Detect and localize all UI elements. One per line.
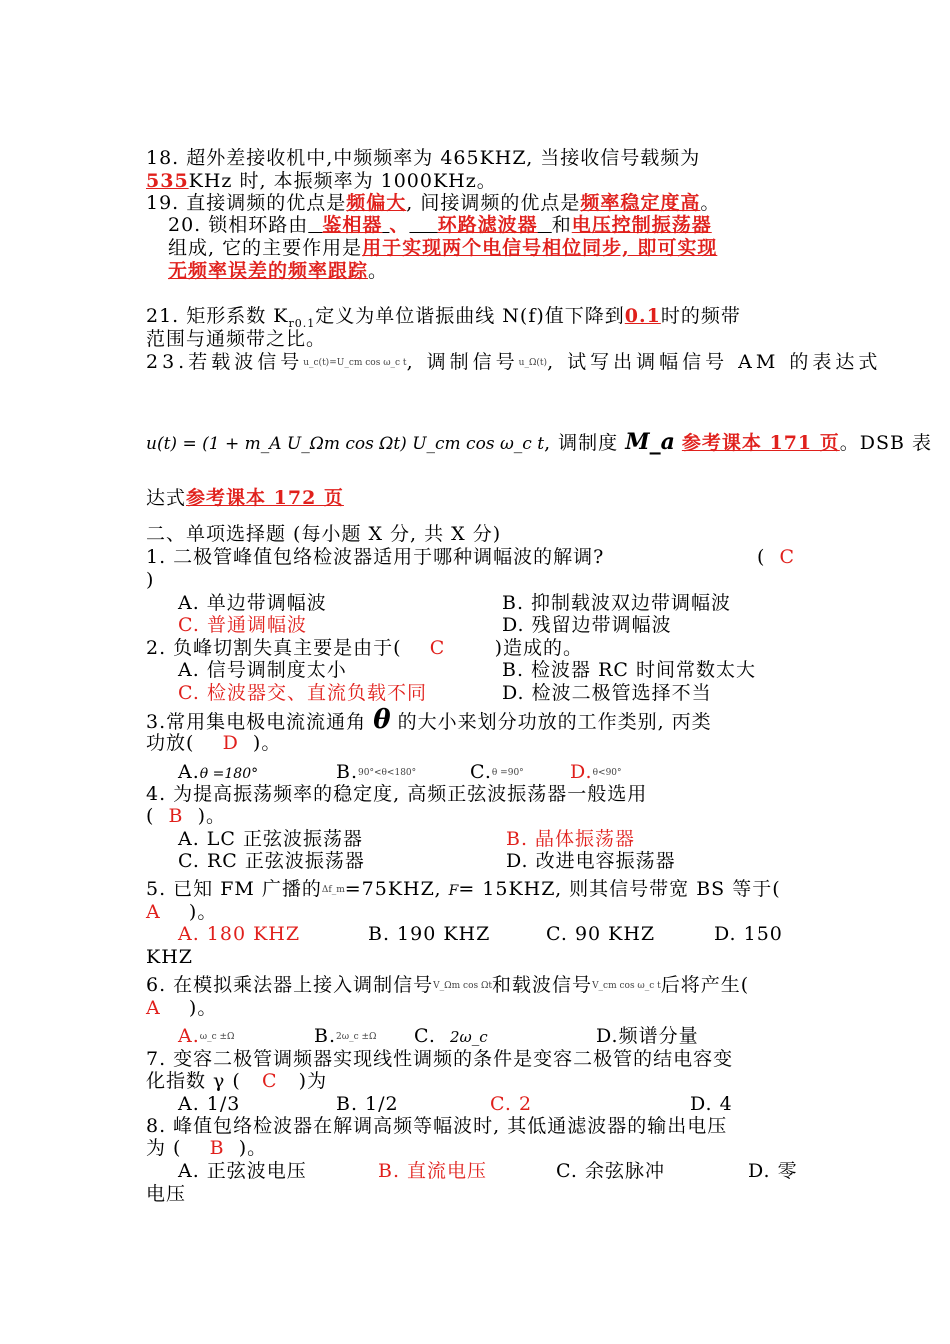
mc6-stem-post: 后将产生( xyxy=(660,974,750,996)
mc3-stem-post: 的大小来划分功放的工作类别, 丙类 xyxy=(397,711,712,733)
mc8-option-a: A. 正弦波电压 xyxy=(178,1160,307,1182)
mc8-option-b: B. 直流电压 xyxy=(378,1160,488,1182)
mc5-stem-mid: =75KHZ, xyxy=(344,878,442,900)
mc8-option-c: C. 余弦脉冲 xyxy=(556,1160,665,1182)
mc6-option-b xyxy=(314,1024,377,1049)
mc4-answer: B xyxy=(168,805,184,827)
q19-end: 。 xyxy=(700,192,721,214)
mc6-sig2: V_cm cos ω_c t xyxy=(592,981,661,991)
q20-sep: 、 xyxy=(389,214,410,236)
q19-line xyxy=(146,191,720,215)
mc1-option-d: D. 残留边带调幅波 xyxy=(502,614,672,636)
mc5-option-c: C. 90 KHZ xyxy=(546,923,656,945)
mc2-option-a: A. 信号调制度太小 xyxy=(178,659,347,681)
mc5-option-d-cont: KHZ xyxy=(146,946,193,968)
mc6-line2-post: )。 xyxy=(188,997,218,1019)
mc4-option-b: B. 晶体振荡器 xyxy=(506,828,636,850)
mc3-b-label: B. xyxy=(336,761,359,783)
q18-rest: KHz 时, 本振频率为 1000KHz。 xyxy=(188,170,497,192)
mc1-option-a: A. 单边带调幅波 xyxy=(178,592,327,614)
mc2-stem-post: )造成的。 xyxy=(494,637,584,659)
mc2-stem-pre: 2. 负峰切割失真主要是由于( xyxy=(146,637,402,659)
q23-mod-symbol: M_a xyxy=(625,429,675,455)
mc5-stem xyxy=(146,877,781,903)
mc8-option-d: D. 零 xyxy=(748,1160,798,1182)
mc1-paren-l: ( xyxy=(757,546,766,568)
mc6-stem-pre: 6. 在模拟乘法器上接入调制信号 xyxy=(146,974,434,996)
mc8-line2-post: )。 xyxy=(238,1137,268,1159)
q21-pre: 21. 矩形系数 K xyxy=(146,305,289,327)
mc6-c-value: 2ω_c xyxy=(450,1028,488,1046)
mc3-stem-pre: 3.常用集电极电流流通角 xyxy=(146,711,367,733)
mc4-line2 xyxy=(146,804,226,828)
mc4-option-d: D. 改进电容振荡器 xyxy=(506,850,676,872)
mc3-b-value: 90°<θ<180° xyxy=(358,768,417,778)
mc5-answer: A xyxy=(146,901,161,923)
mc6-stem xyxy=(146,973,749,998)
mc4-stem: 4. 为提高振荡频率的稳定度, 高频正弦波振荡器一般选用 xyxy=(146,783,648,805)
mc3-answer: D xyxy=(222,732,239,754)
mc3-c-label: C. xyxy=(470,761,492,783)
q20-answer4b: 无频率误差的频率跟踪 xyxy=(168,260,369,282)
mc5-F: F xyxy=(448,883,459,899)
mc5-line2 xyxy=(146,900,217,924)
mc5-option-d: D. 150 xyxy=(714,923,783,945)
mc2-option-b: B. 检波器 RC 时间常数太大 xyxy=(502,659,756,681)
mc6-sig1: V_Ωm cos Ωt xyxy=(433,981,493,991)
mc1-paren xyxy=(757,545,795,569)
mc7-option-c: C. 2 xyxy=(490,1093,533,1115)
mc4-line2-post: )。 xyxy=(197,805,226,827)
q23-line2 xyxy=(146,430,932,456)
mc1-answer: C xyxy=(779,546,796,568)
mc5-option-b: B. 190 KHZ xyxy=(368,923,491,945)
q21-post: 时的频带 xyxy=(660,305,741,327)
q23-line1 xyxy=(146,350,881,375)
q19-answer1: 频偏大 xyxy=(346,192,407,214)
mc6-line2 xyxy=(146,996,217,1020)
mc4-line2-pre: ( xyxy=(146,805,155,827)
q21-mid: 定义为单位谐振曲线 N(f)值下降到 xyxy=(315,305,625,327)
q21-answer: 0.1 xyxy=(624,305,661,327)
mc4-option-a: A. LC 正弦波振荡器 xyxy=(178,828,363,850)
mc3-line2-post: )。 xyxy=(252,732,282,754)
mc1-option-b: B. 抑制载波双边带调幅波 xyxy=(502,592,732,614)
mc5-stem-pre: 5. 已知 FM 广播的 xyxy=(146,878,322,900)
q20-answer3: 电压控制振荡器 xyxy=(571,214,712,236)
mc5-df: Δf_m xyxy=(321,885,345,895)
mc7-option-a: A. 1/3 xyxy=(178,1093,241,1115)
q20-line1 xyxy=(168,213,712,237)
mc6-stem-mid: 和载波信号 xyxy=(492,974,593,996)
q20-answer2: 环路滤波器 xyxy=(437,214,538,236)
q20-and: 和 xyxy=(551,214,572,236)
mc3-theta: θ xyxy=(373,705,391,735)
q20-line2 xyxy=(168,236,717,260)
q20-end: 。 xyxy=(368,260,389,282)
mc6-b-label: B. xyxy=(314,1025,337,1047)
section-heading: 二、单项选择题 (每小题 X 分, 共 X 分) xyxy=(146,523,502,545)
q23-mod-pre: , 调制度 xyxy=(544,432,619,454)
q18-line2 xyxy=(146,169,497,193)
q23-dsb: 。DSB 表 xyxy=(839,432,933,454)
mc3-line2 xyxy=(146,731,281,755)
mc6-c-label: C. xyxy=(414,1025,436,1047)
mc6-a-value: ω_c ±Ω xyxy=(199,1032,235,1042)
q18-answer: 535 xyxy=(146,170,189,192)
mc6-b-value: 2ω_c ±Ω xyxy=(336,1032,377,1042)
mc7-stem: 7. 变容二极管调频器实现线性调频的条件是变容二极管的结电容变 xyxy=(146,1048,734,1070)
q23-pre: 23.若载波信号 xyxy=(146,351,304,373)
mc7-option-b: B. 1/2 xyxy=(336,1093,399,1115)
mc8-line2-pre: 为 ( xyxy=(146,1137,182,1159)
q20-line2-pre: 组成, 它的主要作用是 xyxy=(168,237,363,259)
q20-answer4a: 用于实现两个电信号相位同步, 即可实现 xyxy=(362,237,718,259)
mc5-stem-post: = 15KHZ, 则其信号带宽 BS 等于( xyxy=(458,878,781,900)
mc2-answer: C xyxy=(429,637,446,659)
mc5-option-a: A. 180 KHZ xyxy=(178,923,301,945)
mc5-line2-post: )。 xyxy=(188,901,218,923)
q21-sub: r0.1 xyxy=(288,316,316,330)
q19-mid: , 间接调频的优点是 xyxy=(406,192,581,214)
mc1-option-c: C. 普通调幅波 xyxy=(178,614,307,636)
mc1-paren-r: ) xyxy=(146,569,155,591)
q19-answer2: 频率稳定度高 xyxy=(580,192,701,214)
mc6-option-c xyxy=(414,1024,488,1049)
q23-answer2: 参考课本 172 页 xyxy=(186,487,344,509)
q23-post: , 试写出调幅信号 AM 的表达式 xyxy=(547,351,882,373)
q20-pre: 20. 锁相环路由 xyxy=(168,214,309,236)
q19-pre: 19. 直接调频的优点是 xyxy=(146,192,347,214)
q21-line2: 范围与通频带之比。 xyxy=(146,328,327,350)
mc7-line2 xyxy=(146,1069,327,1093)
mc1-stem: 1. 二极管峰值包络检波器适用于哪种调幅波的解调? xyxy=(146,546,605,568)
mc3-d-value: θ<90° xyxy=(592,768,622,778)
mc2-stem xyxy=(146,636,583,660)
mc3-line2-pre: 功放( xyxy=(146,732,195,754)
q23-line3-pre: 达式 xyxy=(146,487,187,509)
mc3-a-value: θ =180° xyxy=(199,766,259,782)
mc3-d-label: D. xyxy=(570,761,593,783)
q23-line3 xyxy=(146,486,344,510)
mc7-line2-pre: 化指数 γ ( xyxy=(146,1070,241,1092)
mc8-line2 xyxy=(146,1136,267,1160)
q20-answer1: 鉴相器 xyxy=(322,214,383,236)
q23-mod-formula: u_Ω(t) xyxy=(518,358,548,368)
mc6-answer: A xyxy=(146,997,161,1019)
mc3-a-label: A. xyxy=(178,761,200,783)
mc8-answer: B xyxy=(209,1137,225,1159)
q18-line1: 18. 超外差接收机中,中频频率为 465KHZ, 当接收信号载频为 xyxy=(146,147,701,169)
q23-carrier-formula: u_c(t)=U_cm cos ω_c t xyxy=(303,358,407,368)
mc7-option-d: D. 4 xyxy=(690,1093,733,1115)
mc6-option-a xyxy=(178,1024,235,1049)
mc2-option-c: C. 检波器交、直流负载不同 xyxy=(178,682,427,704)
mc3-c-value: θ =90° xyxy=(491,768,524,778)
q23-am-formula: u(t) = (1 + m_A U_Ωm cos Ωt) U_cm cos ω_c t xyxy=(146,434,545,454)
mc8-option-d-cont: 电压 xyxy=(146,1183,187,1205)
mc7-line2-post: )为 xyxy=(298,1070,328,1092)
mc6-a-label: A. xyxy=(178,1025,200,1047)
mc4-option-c: C. RC 正弦波振荡器 xyxy=(178,850,365,872)
mc6-option-d: D.频谱分量 xyxy=(596,1025,699,1047)
mc2-option-d: D. 检波二极管选择不当 xyxy=(502,682,712,704)
q23-mid: , 调制信号 xyxy=(406,351,519,373)
mc7-answer: C xyxy=(261,1070,278,1092)
q20-line3 xyxy=(168,259,388,283)
mc8-stem: 8. 峰值包络检波器在解调高频等幅波时, 其低通滤波器的输出电压 xyxy=(146,1115,728,1137)
q23-answer1: 参考课本 171 页 xyxy=(681,432,840,454)
